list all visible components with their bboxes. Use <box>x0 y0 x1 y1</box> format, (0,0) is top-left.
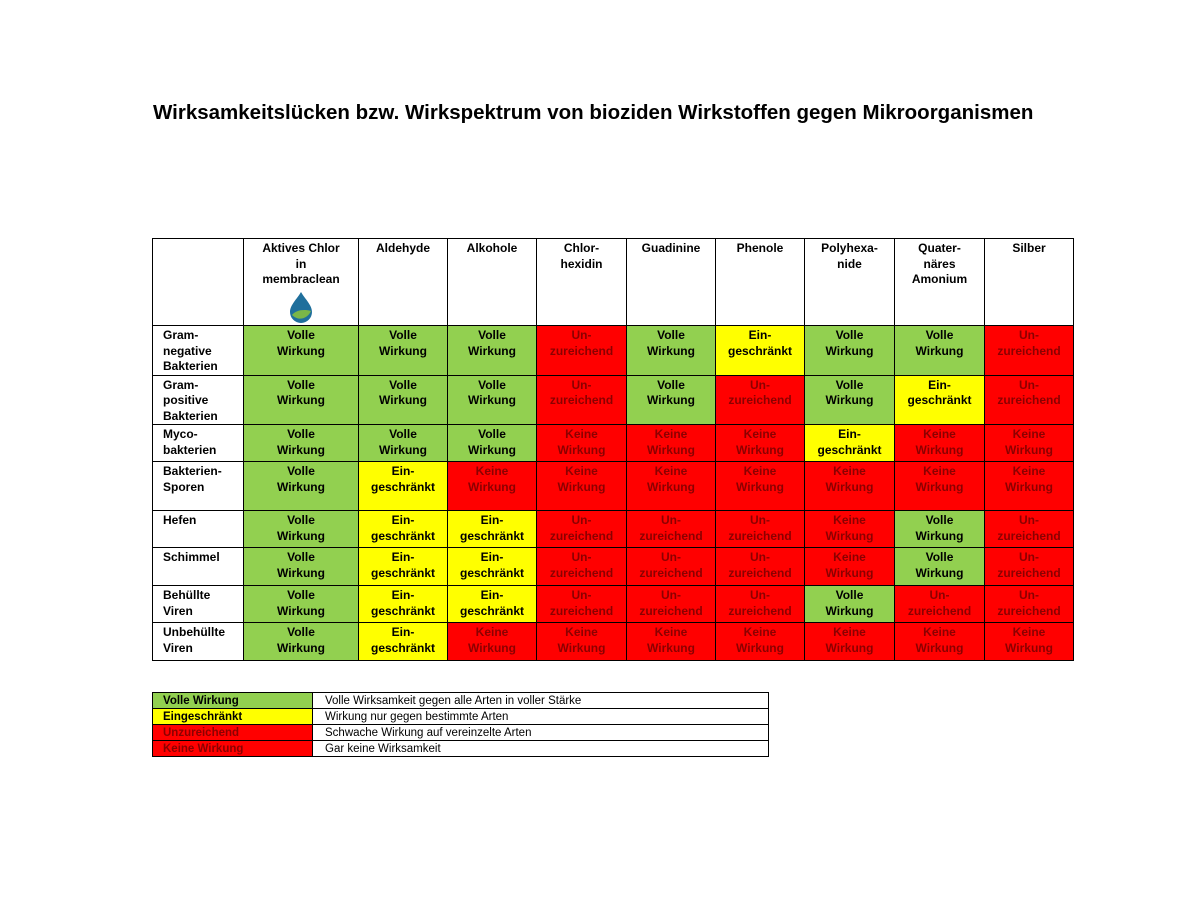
efficacy-cell-text: Un- zureichend <box>549 588 614 618</box>
row-label <box>153 586 244 623</box>
efficacy-cell <box>805 326 895 376</box>
efficacy-cell-text: Un- zureichend <box>549 328 614 358</box>
efficacy-cell <box>716 326 805 376</box>
column-header-label: Aldehyde <box>375 241 430 255</box>
efficacy-cell <box>895 511 985 548</box>
legend-row <box>153 725 769 741</box>
efficacy-cell-text: Volle Wirkung <box>277 513 325 543</box>
efficacy-cell-text: Volle Wirkung <box>277 377 325 407</box>
efficacy-cell-text: Un- zureichend <box>728 513 792 543</box>
efficacy-cell <box>985 548 1074 586</box>
efficacy-cell <box>448 375 537 425</box>
legend-key: Eingeschränkt <box>153 709 313 725</box>
column-header-label: Chlor- hexidin <box>560 241 603 271</box>
efficacy-cell <box>805 586 895 623</box>
efficacy-cell <box>537 462 627 511</box>
table-row <box>153 425 1074 462</box>
efficacy-cell-text: Keine Wirkung <box>647 464 695 494</box>
table-row <box>153 375 1074 425</box>
efficacy-cell-text: Un- zureichend <box>728 588 792 618</box>
efficacy-cell-text: Un- zureichend <box>997 328 1061 358</box>
efficacy-cell-text: Keine Wirkung <box>915 464 964 494</box>
column-header-label: Phenole <box>736 241 784 255</box>
efficacy-cell-text: Volle Wirkung <box>468 377 516 407</box>
row-label <box>153 326 244 376</box>
column-header-label: Guadinine <box>641 241 701 255</box>
efficacy-cell <box>716 623 805 661</box>
efficacy-cell-text: Ein- geschränkt <box>370 550 436 580</box>
efficacy-cell-text: Keine Wirkung <box>736 625 784 655</box>
efficacy-cell-text: Un- zureichend <box>728 550 792 580</box>
efficacy-cell-text: Volle Wirkung <box>647 377 695 407</box>
efficacy-cell-text: Un- zureichend <box>639 550 703 580</box>
efficacy-cell <box>985 623 1074 661</box>
efficacy-cell-text: Ein- geschränkt <box>370 464 436 494</box>
efficacy-cell-text: Keine Wirkung <box>915 427 964 457</box>
efficacy-cell <box>448 511 537 548</box>
efficacy-cell <box>985 586 1074 623</box>
efficacy-cell-text: Keine Wirkung <box>1005 625 1053 655</box>
efficacy-cell <box>716 511 805 548</box>
efficacy-cell <box>359 586 448 623</box>
efficacy-cell-text: Volle Wirkung <box>915 328 964 358</box>
efficacy-cell <box>448 326 537 376</box>
efficacy-cell <box>244 375 359 425</box>
column-header <box>448 239 537 326</box>
efficacy-cell <box>805 623 895 661</box>
efficacy-cell-text: Volle Wirkung <box>379 377 427 407</box>
efficacy-cell <box>244 586 359 623</box>
efficacy-cell <box>537 623 627 661</box>
table-row <box>153 548 1074 586</box>
efficacy-cell-text: Ein- geschränkt <box>370 625 436 655</box>
efficacy-cell <box>895 462 985 511</box>
efficacy-cell <box>537 375 627 425</box>
column-header <box>716 239 805 326</box>
efficacy-cell <box>627 548 716 586</box>
efficacy-cell <box>359 511 448 548</box>
efficacy-cell-text: Volle Wirkung <box>647 328 695 358</box>
row-label-text: Gram- positive Bakterien <box>163 377 218 423</box>
efficacy-cell <box>448 586 537 623</box>
header-row <box>153 239 1074 326</box>
efficacy-cell-text: Un- zureichend <box>728 377 792 407</box>
efficacy-cell-text: Keine Wirkung <box>736 427 784 457</box>
efficacy-cell <box>537 548 627 586</box>
column-header <box>627 239 716 326</box>
efficacy-cell <box>537 326 627 376</box>
efficacy-cell <box>448 425 537 462</box>
legend-description: Wirkung nur gegen bestimmte Arten <box>313 709 769 725</box>
efficacy-cell-text: Volle Wirkung <box>468 328 516 358</box>
efficacy-cell-text: Keine Wirkung <box>825 513 874 543</box>
efficacy-cell <box>895 623 985 661</box>
efficacy-cell-text: Volle Wirkung <box>825 377 874 407</box>
efficacy-cell-text: Un- zureichend <box>639 513 703 543</box>
efficacy-cell-text: Volle Wirkung <box>277 550 325 580</box>
efficacy-cell <box>805 375 895 425</box>
efficacy-cell-text: Volle Wirkung <box>277 625 325 655</box>
column-header-label: Alkohole <box>466 241 518 255</box>
efficacy-cell-text: Keine Wirkung <box>468 464 516 494</box>
efficacy-cell <box>359 375 448 425</box>
row-label <box>153 548 244 586</box>
efficacy-cell-text: Volle Wirkung <box>277 464 325 494</box>
efficacy-cell-text: Volle Wirkung <box>915 550 964 580</box>
legend-row <box>153 693 769 709</box>
efficacy-cell <box>359 326 448 376</box>
efficacy-cell <box>805 548 895 586</box>
table-row <box>153 586 1074 623</box>
corner-cell <box>153 239 244 326</box>
efficacy-cell-text: Ein- geschränkt <box>459 550 525 580</box>
efficacy-cell-text: Keine Wirkung <box>736 464 784 494</box>
efficacy-cell <box>244 548 359 586</box>
table-row <box>153 462 1074 511</box>
row-label <box>153 462 244 511</box>
efficacy-cell <box>359 548 448 586</box>
efficacy-cell-text: Un- zureichend <box>549 377 614 407</box>
efficacy-cell-text: Un- zureichend <box>549 550 614 580</box>
efficacy-cell <box>895 425 985 462</box>
legend-key: Keine Wirkung <box>153 741 313 757</box>
efficacy-cell <box>627 425 716 462</box>
efficacy-cell-text: Keine Wirkung <box>647 625 695 655</box>
efficacy-cell-text: Keine Wirkung <box>557 464 606 494</box>
efficacy-cell <box>805 511 895 548</box>
efficacy-cell <box>537 425 627 462</box>
efficacy-cell <box>244 623 359 661</box>
efficacy-cell-text: Ein- geschränkt <box>459 588 525 618</box>
row-label-text: Gram- negative Bakterien <box>163 328 218 373</box>
efficacy-cell <box>244 462 359 511</box>
efficacy-cell <box>537 586 627 623</box>
row-label <box>153 623 244 661</box>
efficacy-cell <box>985 511 1074 548</box>
efficacy-cell-text: Volle Wirkung <box>825 588 874 618</box>
page-title: Wirksamkeitslücken bzw. Wirkspektrum von bioziden Wirkstoffen gegen Mikroorganismen <box>153 101 1034 124</box>
efficacy-cell-text: Volle Wirkung <box>277 328 325 358</box>
column-header <box>985 239 1074 326</box>
efficacy-cell <box>244 511 359 548</box>
efficacy-cell <box>716 586 805 623</box>
efficacy-cell-text: Keine Wirkung <box>825 550 874 580</box>
efficacy-cell <box>895 375 985 425</box>
efficacy-cell <box>627 586 716 623</box>
efficacy-cell-text: Ein- geschränkt <box>817 427 882 457</box>
table-row <box>153 623 1074 661</box>
efficacy-cell <box>627 511 716 548</box>
row-label-text: Unbehüllte Viren <box>163 625 225 655</box>
row-label-text: Myco- bakterien <box>163 427 217 457</box>
legend-key: Volle Wirkung <box>153 693 313 709</box>
efficacy-cell <box>359 623 448 661</box>
efficacy-cell-text: Ein- geschränkt <box>727 328 793 358</box>
efficacy-cell-text: Ein- geschränkt <box>370 588 436 618</box>
efficacy-cell-text: Keine Wirkung <box>1005 427 1053 457</box>
efficacy-matrix <box>152 238 1074 661</box>
efficacy-cell-text: Un- zureichend <box>639 588 703 618</box>
column-header <box>895 239 985 326</box>
row-label <box>153 425 244 462</box>
legend-row <box>153 741 769 757</box>
column-header <box>537 239 627 326</box>
efficacy-cell <box>244 425 359 462</box>
table-row <box>153 511 1074 548</box>
row-label <box>153 511 244 548</box>
row-label-text: Schimmel <box>163 550 220 564</box>
column-header <box>244 239 359 326</box>
legend-table <box>152 692 769 757</box>
efficacy-cell <box>627 326 716 376</box>
efficacy-cell <box>895 586 985 623</box>
efficacy-cell <box>985 375 1074 425</box>
efficacy-cell-text: Volle Wirkung <box>468 427 516 457</box>
legend-description: Schwache Wirkung auf vereinzelte Arten <box>313 725 769 741</box>
water-drop-leaf-icon <box>286 291 316 323</box>
legend-description: Volle Wirksamkeit gegen alle Arten in voller Stärke <box>313 693 769 709</box>
efficacy-cell <box>627 375 716 425</box>
column-header-label: Silber <box>1012 241 1046 255</box>
efficacy-cell <box>985 425 1074 462</box>
efficacy-cell-text: Un- zureichend <box>997 588 1061 618</box>
efficacy-cell <box>448 548 537 586</box>
efficacy-cell <box>448 462 537 511</box>
efficacy-cell-text: Keine Wirkung <box>915 625 964 655</box>
efficacy-cell <box>359 462 448 511</box>
efficacy-cell <box>895 548 985 586</box>
legend-row <box>153 709 769 725</box>
legend-description: Gar keine Wirksamkeit <box>313 741 769 757</box>
efficacy-cell-text: Volle Wirkung <box>277 427 325 457</box>
efficacy-cell-text: Volle Wirkung <box>379 427 427 457</box>
efficacy-cell-text: Keine Wirkung <box>557 427 606 457</box>
efficacy-cell <box>448 623 537 661</box>
efficacy-cell-text: Volle Wirkung <box>379 328 427 358</box>
efficacy-cell-text: Ein- geschränkt <box>459 513 525 543</box>
efficacy-cell-text: Un- zureichend <box>997 377 1061 407</box>
efficacy-cell <box>716 462 805 511</box>
efficacy-cell-text: Un- zureichend <box>997 550 1061 580</box>
efficacy-cell-text: Keine Wirkung <box>825 464 874 494</box>
efficacy-cell <box>985 326 1074 376</box>
column-header <box>359 239 448 326</box>
efficacy-cell-text: Keine Wirkung <box>557 625 606 655</box>
row-label-text: Bakterien- Sporen <box>163 464 222 494</box>
efficacy-cell-text: Volle Wirkung <box>825 328 874 358</box>
efficacy-cell-text: Volle Wirkung <box>915 513 964 543</box>
efficacy-cell-text: Keine Wirkung <box>1005 464 1053 494</box>
efficacy-cell-text: Un- zureichend <box>549 513 614 543</box>
column-header <box>805 239 895 326</box>
efficacy-cell-text: Volle Wirkung <box>277 588 325 618</box>
efficacy-cell <box>805 462 895 511</box>
efficacy-cell <box>716 548 805 586</box>
efficacy-cell <box>805 425 895 462</box>
efficacy-cell <box>537 511 627 548</box>
efficacy-cell-text: Keine Wirkung <box>825 625 874 655</box>
row-label-text: Hefen <box>163 513 197 527</box>
row-label-text: Behüllte Viren <box>163 588 211 618</box>
row-label <box>153 375 244 425</box>
efficacy-cell <box>627 623 716 661</box>
efficacy-cell-text: Ein- geschränkt <box>907 377 972 407</box>
efficacy-cell-text: Ein- geschränkt <box>370 513 436 543</box>
efficacy-cell <box>716 375 805 425</box>
efficacy-cell <box>627 462 716 511</box>
column-header-label: Quater- näres Amonium <box>911 241 968 286</box>
table-row <box>153 326 1074 376</box>
efficacy-cell <box>716 425 805 462</box>
efficacy-cell <box>985 462 1074 511</box>
efficacy-cell <box>895 326 985 376</box>
efficacy-cell-text: Keine Wirkung <box>468 625 516 655</box>
efficacy-cell-text: Un- zureichend <box>907 588 972 618</box>
efficacy-cell <box>244 326 359 376</box>
efficacy-cell-text: Un- zureichend <box>997 513 1061 543</box>
efficacy-cell <box>359 425 448 462</box>
legend-key: Unzureichend <box>153 725 313 741</box>
column-header-label: Polyhexa- nide <box>821 241 878 271</box>
efficacy-cell-text: Keine Wirkung <box>647 427 695 457</box>
column-header-label: Aktives Chlor in membraclean <box>262 241 340 286</box>
